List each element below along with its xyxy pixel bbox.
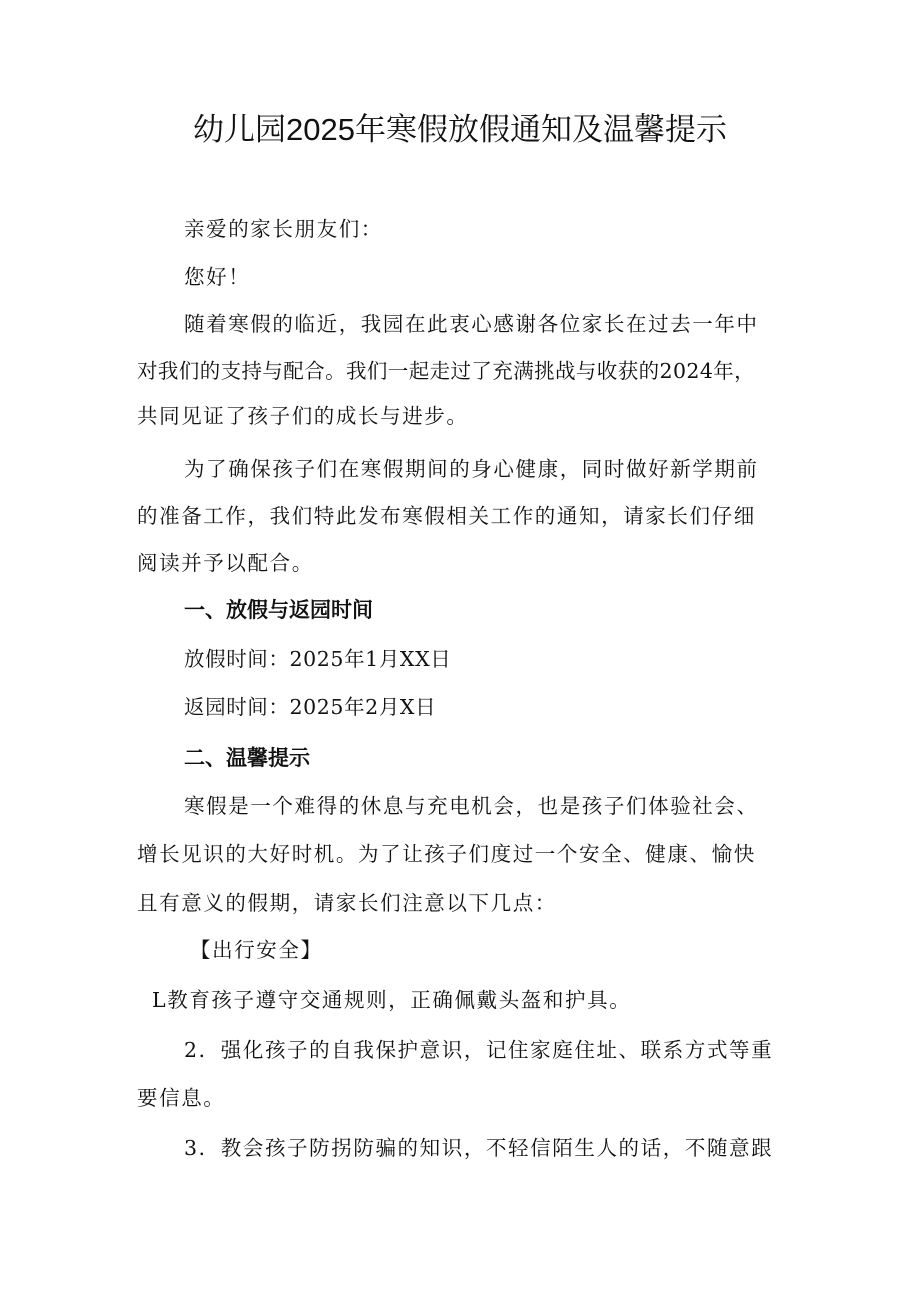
section-2-paragraph-line-3: 且有意义的假期，请家长们注意以下几点： [137,891,557,915]
intro-paragraph-1-line-1: 随着寒假的临近，我园在此衷心感谢各位家长在过去一年中 [184,312,759,336]
section-2-paragraph-line-2: 增长见识的大好时机。为了让孩子们度过一个安全、健康、愉快 [137,842,756,866]
intro-paragraph-2-line-3: 阅读并予以配合。 [137,551,314,575]
section-1-heading: 一、放假与返园时间 [184,599,373,622]
travel-safety-item-2-line-1: 2．强化孩子的自我保护意识，记住家庭住址、联系方式等重 [184,1038,774,1062]
section-2-heading: 二、温馨提示 [184,747,310,770]
return-time: 返园时间：2025年2月X日 [184,695,437,719]
travel-safety-item-3: 3．教会孩子防拐防骗的知识，不轻信陌生人的话，不随意跟 [184,1136,774,1160]
intro-paragraph-1-line-3: 共同见证了孩子们的成长与进步。 [137,404,469,428]
intro-paragraph-2-line-1: 为了确保孩子们在寒假期间的身心健康，同时做好新学期前 [184,457,759,481]
section-2-paragraph-line-1: 寒假是一个难得的休息与充电机会，也是孩子们体验社会、 [184,794,759,818]
travel-safety-item-2-line-2: 要信息。 [137,1086,226,1110]
travel-safety-item-1: L教育孩子遵守交通规则，正确佩戴头盔和护具。 [152,988,632,1012]
travel-safety-heading: 【出行安全】 [190,938,323,962]
intro-paragraph-2-line-2: 的准备工作，我们特此发布寒假相关工作的通知，请家长们仔细 [137,504,756,528]
holiday-start-time: 放假时间：2025年1月XX日 [184,647,452,671]
salutation: 您好！ [184,265,251,289]
document-title: 幼儿园2025年寒假放假通知及温馨提示 [193,112,727,147]
greeting: 亲爱的家长朋友们： [184,217,383,241]
intro-paragraph-1-line-2: 对我们的支持与配合。我们一起走过了充满挑战与收获的2024年， [137,359,756,383]
